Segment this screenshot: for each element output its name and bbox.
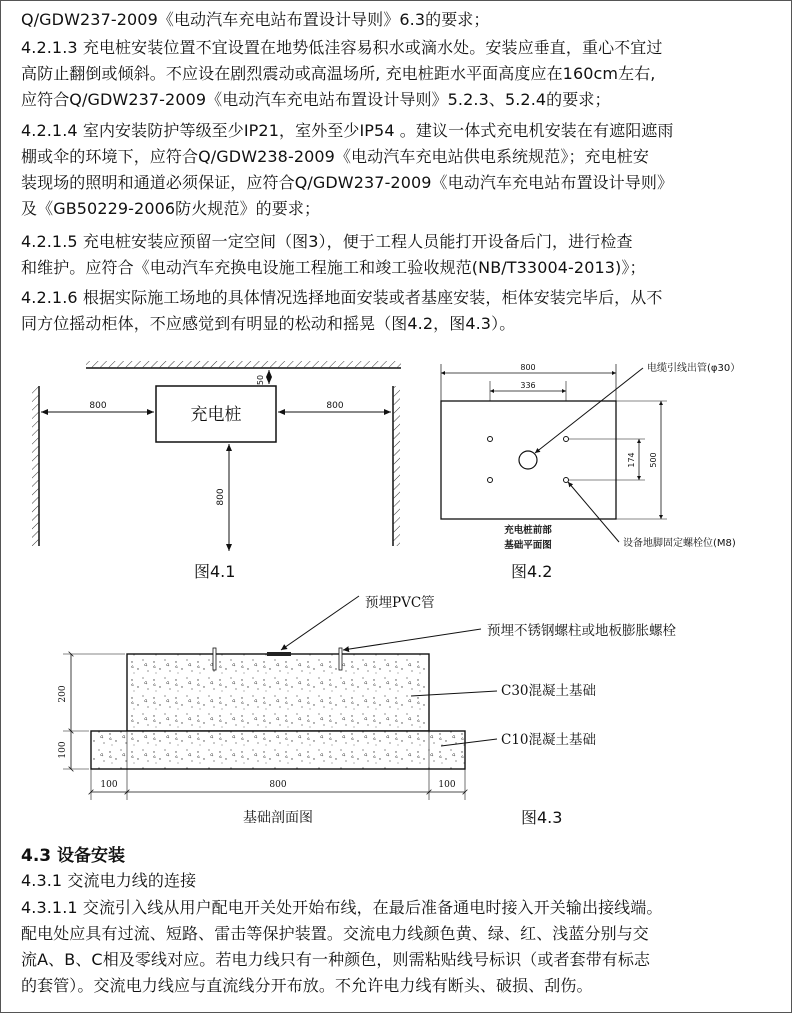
plan-label-line2: 基础平面图 <box>504 540 552 551</box>
dim-right-label: 800 <box>326 401 344 411</box>
cable-pipe-hole <box>519 451 537 469</box>
anchor-bolt <box>339 648 342 670</box>
section-heading-4-3: 4.3 设备安装 <box>21 846 126 866</box>
charging-pile-label: 充电桩 <box>190 405 242 425</box>
anchor-bolt <box>213 648 216 670</box>
dim-bottom-label: 800 <box>216 488 226 506</box>
dim-hole-spacing-label: 174 <box>627 452 636 468</box>
paragraph-4-2-1-3: 4.2.1.3 充电桩安装位置不宜设置在地势低洼容易积水或滴水处。安装应垂直，重心不宜过 高防止翻倒或倾斜。不应设在剧烈震动或高温场所, 充电桩距水平面高度应在160cm左右, 应符合Q/GDW237-2009《电动汽车充电站布置设计导则》5.2.3、5.2.4的要求； <box>21 38 663 109</box>
label-c10-concrete: C10混凝土基础 <box>501 732 597 748</box>
bolt-hole <box>564 478 569 483</box>
plan-label-line1: 充电桩前部 <box>504 525 552 536</box>
figure-4-3-caption: 图4.3 <box>521 808 563 827</box>
paragraph-requirement-6-3: Q/GDW237-2009《电动汽车充电站布置设计导则》6.3的要求； <box>21 10 490 29</box>
subsection-heading-4-3-1: 4.3.1 交流电力线的连接 <box>21 871 197 890</box>
callout-cable-pipe: 电缆引线出管(φ30） <box>647 363 741 374</box>
dim-offset-label: 336 <box>520 381 536 390</box>
bolt-hole <box>488 478 493 483</box>
bolt-hole <box>564 437 569 442</box>
dim-100-vertical-label: 100 <box>58 741 68 759</box>
c10-foundation-block <box>91 731 465 769</box>
pvc-pipe <box>267 652 291 656</box>
dim-left-label: 800 <box>89 401 107 411</box>
callout-pvc-pipe: 预埋PVC管 <box>365 595 435 611</box>
dim-height-label: 500 <box>649 452 658 468</box>
figure-4-3-foundation-section <box>41 586 741 836</box>
callout-anchor-bolt: 预埋不锈钢螺柱或地板膨胀螺栓 <box>487 623 676 639</box>
paragraph-4-2-1-4: 4.2.1.4 室内安装防护等级至少IP21，室外至少IP54 。建议一体式充电机安装在有遮阳遮雨 棚或伞的环境下，应符合Q/GDW238-2009《电动汽车充电站供电系统规范》；充电桩安 装现场的照明和通道必须保证，应符合Q/GDW237-2009《电动汽车充电站布置设计导则》 及《GB50229-2006防火规范》的要求； <box>21 121 674 218</box>
figure-4-2-caption: 图4.2 <box>511 562 553 581</box>
dim-right-100-label: 100 <box>438 780 456 790</box>
figure-4-1-clearance-diagram <box>1 356 421 556</box>
figure-4-1-caption: 图4.1 <box>194 562 236 581</box>
bolt-hole <box>488 437 493 442</box>
callout-anchor-bolt: 设备地脚固定螺栓位(M8) <box>623 538 736 549</box>
dim-200-label: 200 <box>58 685 68 703</box>
figure-4-2-foundation-plan <box>431 356 786 556</box>
section-title: 基础剖面图 <box>243 810 313 826</box>
c30-foundation-block <box>127 654 429 731</box>
label-c30-concrete: C30混凝土基础 <box>501 683 597 699</box>
dim-width-label: 800 <box>520 363 536 372</box>
dim-top-label: 50 <box>256 374 265 386</box>
paragraph-4-3-1-1: 4.3.1.1 交流引入线从用户配电开关处开始布线，在最后准备通电时接入开关输出接线端。 配电处应具有过流、短路、雷击等保护装置。交流电力线颜色黄、绿、红、浅蓝分别与交 流A、B、C相及零线对应。若电力线只有一种颜色，则需粘贴线号标识（或者套带有标志 的套管）。交流电力线应与直流线分开布放。不允许电力线有断头、破损、刮伤。 <box>21 898 663 995</box>
dim-800-label: 800 <box>269 780 287 790</box>
dim-left-100-label: 100 <box>100 780 118 790</box>
paragraph-4-2-1-6: 4.2.1.6 根据实际施工场地的具体情况选择地面安装或者基座安装，柜体安装完毕后，从不 同方位摇动柜体，不应感觉到有明显的松动和摇晃（图4.2，图4.3）。 <box>21 288 663 333</box>
paragraph-4-2-1-5: 4.2.1.5 充电桩安装应预留一定空间（图3），便于工程人员能打开设备后门，进行检查 和维护。应符合《电动汽车充换电设施工程施工和竣工验收规范(NB/T33004-2013)》； <box>21 232 646 277</box>
